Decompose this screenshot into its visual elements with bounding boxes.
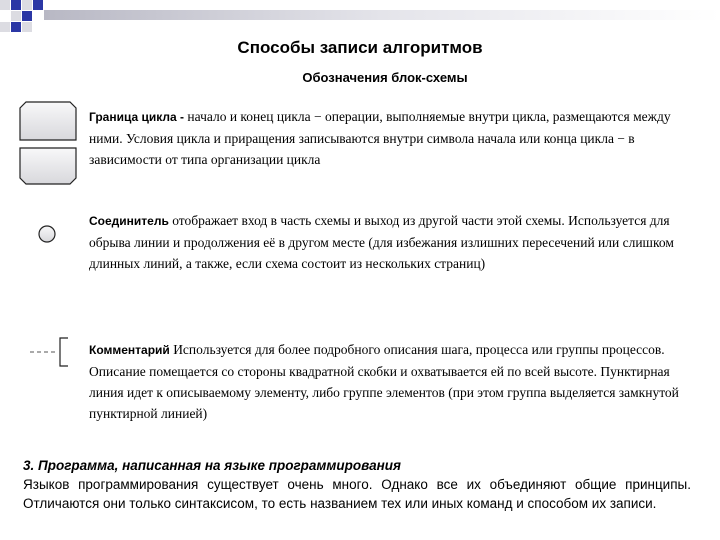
page-subtitle: Обозначения блок-схемы: [302, 70, 468, 85]
connector-icon: [37, 224, 57, 244]
comment-term: Комментарий: [89, 343, 170, 357]
loop-boundary-description: [89, 106, 699, 170]
term-separator: -: [176, 110, 188, 124]
comment-bracket-icon: [28, 336, 70, 368]
comment-text: Используется для более подробного описания шага, процесса или группы процессов. Описание помещается со стороны квадратной скобки и охватывается ей по всей высоте. Пунктирная линия идет к описываемому элементу, либо группе элементов (при этом группа выделяется замкнутой пунктирной линией): [89, 342, 679, 421]
connector-term: Соединитель: [89, 214, 169, 228]
decorative-header-pattern: [0, 0, 720, 40]
connector-description: [89, 210, 699, 274]
comment-description: [89, 339, 699, 424]
section-heading: 3. Программа, написанная на языке программирования: [23, 458, 401, 473]
loop-boundary-term: Граница цикла: [89, 110, 177, 124]
section-body: Языков программирования существует очень много. Однако все их объединяют общие принципы. Отличаются они только синтаксисом, то есть названием тех или иных команд и способом их записи.: [23, 477, 691, 511]
page-title: Способы записи алгоритмов: [237, 38, 483, 57]
loop-boundary-text: начало и конец цикла − операции, выполняемые внутри цикла, размещаются между ними. Условия цикла и приращения записываются внутри символа начала или конца цикла − в зависимости от типа организации цикла: [89, 109, 671, 167]
section-programming-language: [23, 456, 691, 513]
loop-boundary-icon: [18, 100, 78, 186]
connector-text: отображает вход в часть схемы и выход из другой части этой схемы. Используется для обрыва линии и продолжения её в другом месте (для избежания излишних пересечений или слишком длинных линий, а также, если схема состоит из нескольких страниц): [89, 213, 674, 271]
